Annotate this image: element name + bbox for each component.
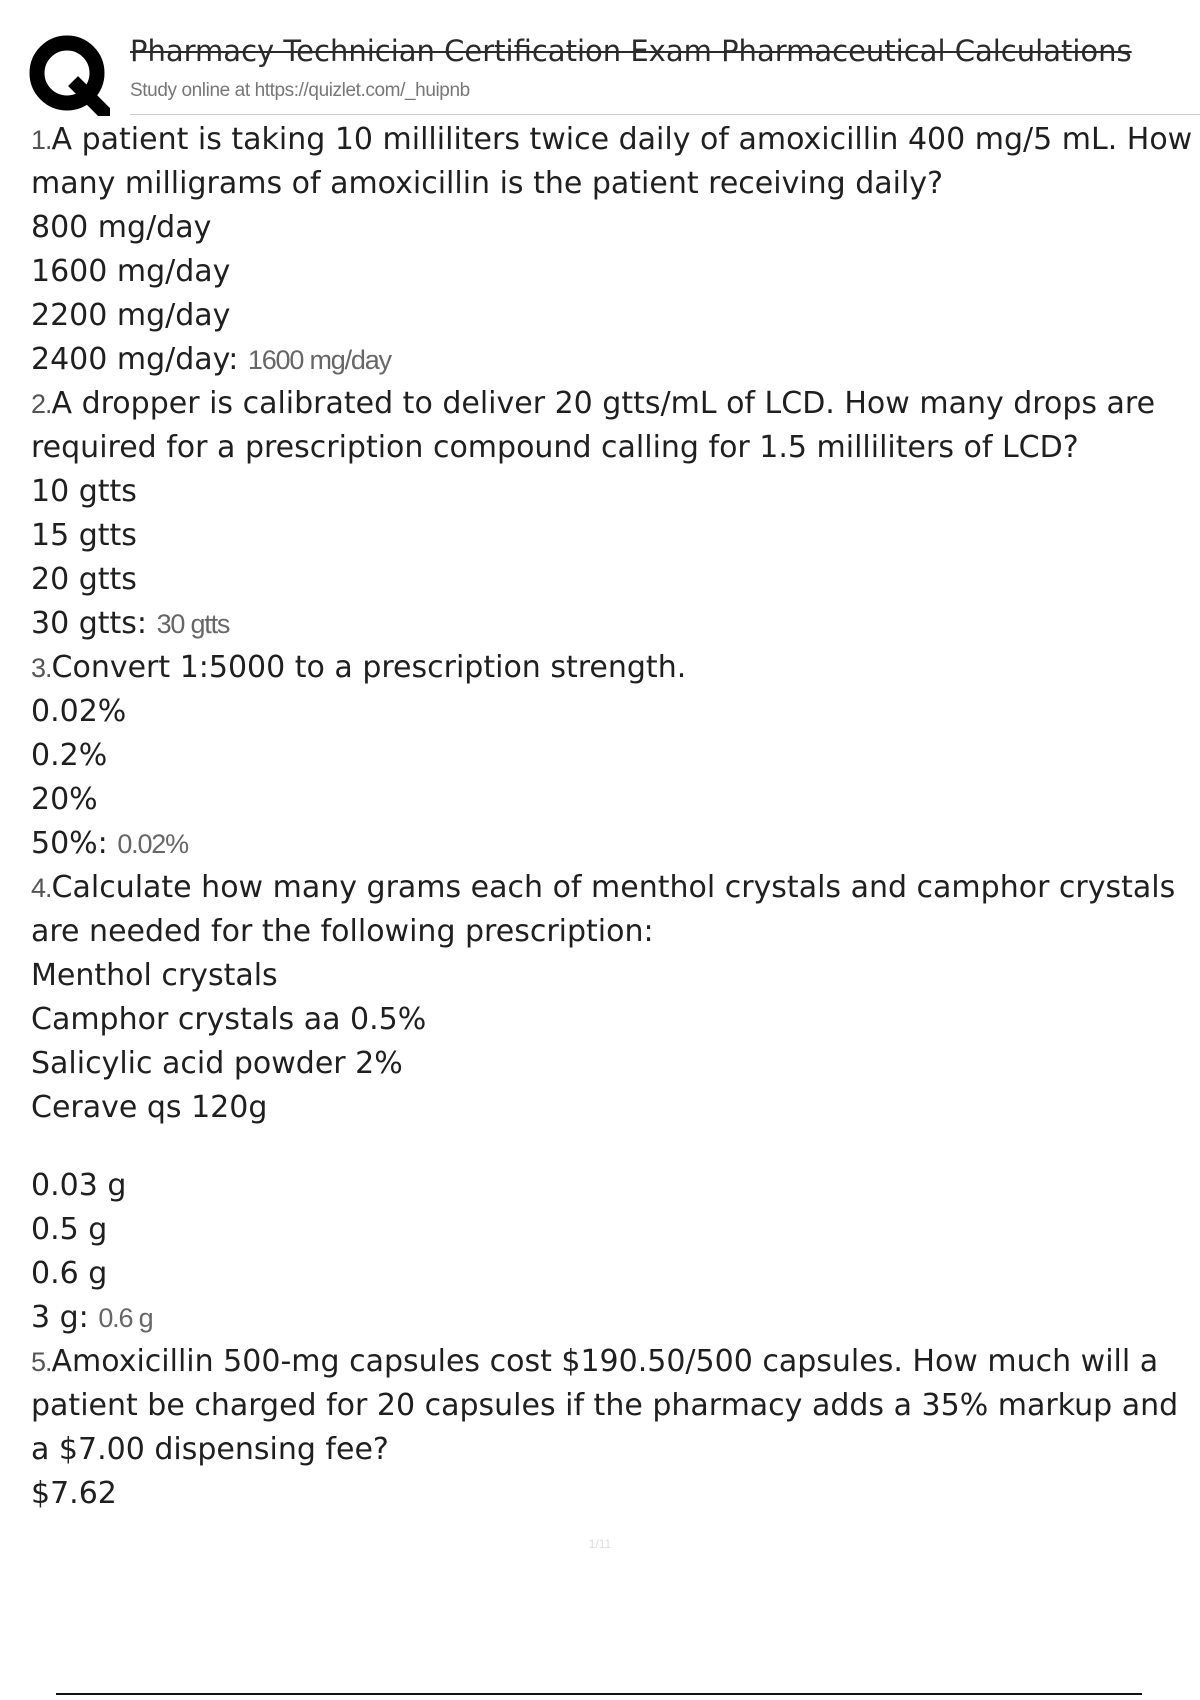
question-text: Amoxicillin 500-mg capsules cost $190.50/500 capsules. How much will a patient be charged for 20 capsules if the pharmacy adds a 35% markup and a $7.00 dispensing fee? — [31, 1344, 1179, 1467]
questions-list — [31, 118, 1196, 1516]
option: 0.03 g — [31, 1168, 127, 1203]
question-text: A dropper is calibrated to deliver 20 gtts/mL of LCD. How many drops are required for a prescription compound calling for 1.5 milliliters of LCD? — [31, 386, 1156, 465]
option: 30 gtts: — [31, 606, 148, 641]
question-text: A patient is taking 10 milliliters twice daily of amoxicillin 400 mg/5 mL. How many milligrams of amoxicillin is the patient receiving daily? — [31, 122, 1193, 201]
question-5 — [31, 1340, 1196, 1472]
spacer — [31, 1130, 1196, 1164]
option: 1600 mg/day — [31, 254, 231, 289]
quizlet-logo-icon — [28, 34, 110, 116]
question-2 — [31, 382, 1196, 470]
answer: 30 gtts — [156, 609, 230, 639]
answer: 0.02% — [117, 829, 188, 859]
study-online-link[interactable]: Study online at https://quizlet.com/_huipnb — [130, 80, 470, 101]
option: 2200 mg/day — [31, 298, 231, 333]
question-number: 1. — [31, 125, 52, 155]
option: 0.6 g — [31, 1256, 108, 1291]
question-text: Calculate how many grams each of menthol crystals and camphor crystals are needed for the following prescription: — [31, 870, 1176, 949]
option-with-answer — [31, 1296, 1196, 1340]
header-divider — [130, 114, 1200, 115]
option: 10 gtts — [31, 474, 137, 509]
option: 0.2% — [31, 738, 108, 773]
option: 50%: — [31, 826, 108, 861]
question-number: 4. — [31, 873, 52, 903]
question-number: 2. — [31, 389, 52, 419]
answer: 1600 mg/day — [247, 345, 391, 375]
option-with-answer — [31, 602, 1196, 646]
option: 0.02% — [31, 694, 127, 729]
prescription-line: Camphor crystals aa 0.5% — [31, 1002, 427, 1037]
option: 20% — [31, 782, 98, 817]
prescription-line: Menthol crystals — [31, 958, 278, 993]
question-3 — [31, 646, 1196, 690]
option: 2400 mg/day: — [31, 342, 239, 377]
question-1 — [31, 118, 1196, 206]
option-with-answer — [31, 822, 1196, 866]
prescription-line: Salicylic acid powder 2% — [31, 1046, 403, 1081]
answer: 0.6 g — [98, 1303, 153, 1333]
option-with-answer — [31, 338, 1196, 382]
question-4 — [31, 866, 1196, 954]
prescription-line: Cerave qs 120g — [31, 1090, 268, 1125]
option: 800 mg/day — [31, 210, 212, 245]
option: 15 gtts — [31, 518, 137, 553]
page-number: 1/11 — [588, 1537, 612, 1551]
question-number: 5. — [31, 1347, 52, 1377]
question-number: 3. — [31, 653, 52, 683]
option: 20 gtts — [31, 562, 137, 597]
option: 0.5 g — [31, 1212, 108, 1247]
option: $7.62 — [31, 1476, 117, 1511]
document-title: Pharmacy Technician Certification Exam Pharmaceutical Calculations — [130, 34, 1132, 68]
document-header — [28, 30, 1200, 116]
question-text: Convert 1:5000 to a prescription strength. — [51, 650, 687, 685]
footer-divider — [56, 1693, 1142, 1695]
option: 3 g: — [31, 1300, 89, 1335]
